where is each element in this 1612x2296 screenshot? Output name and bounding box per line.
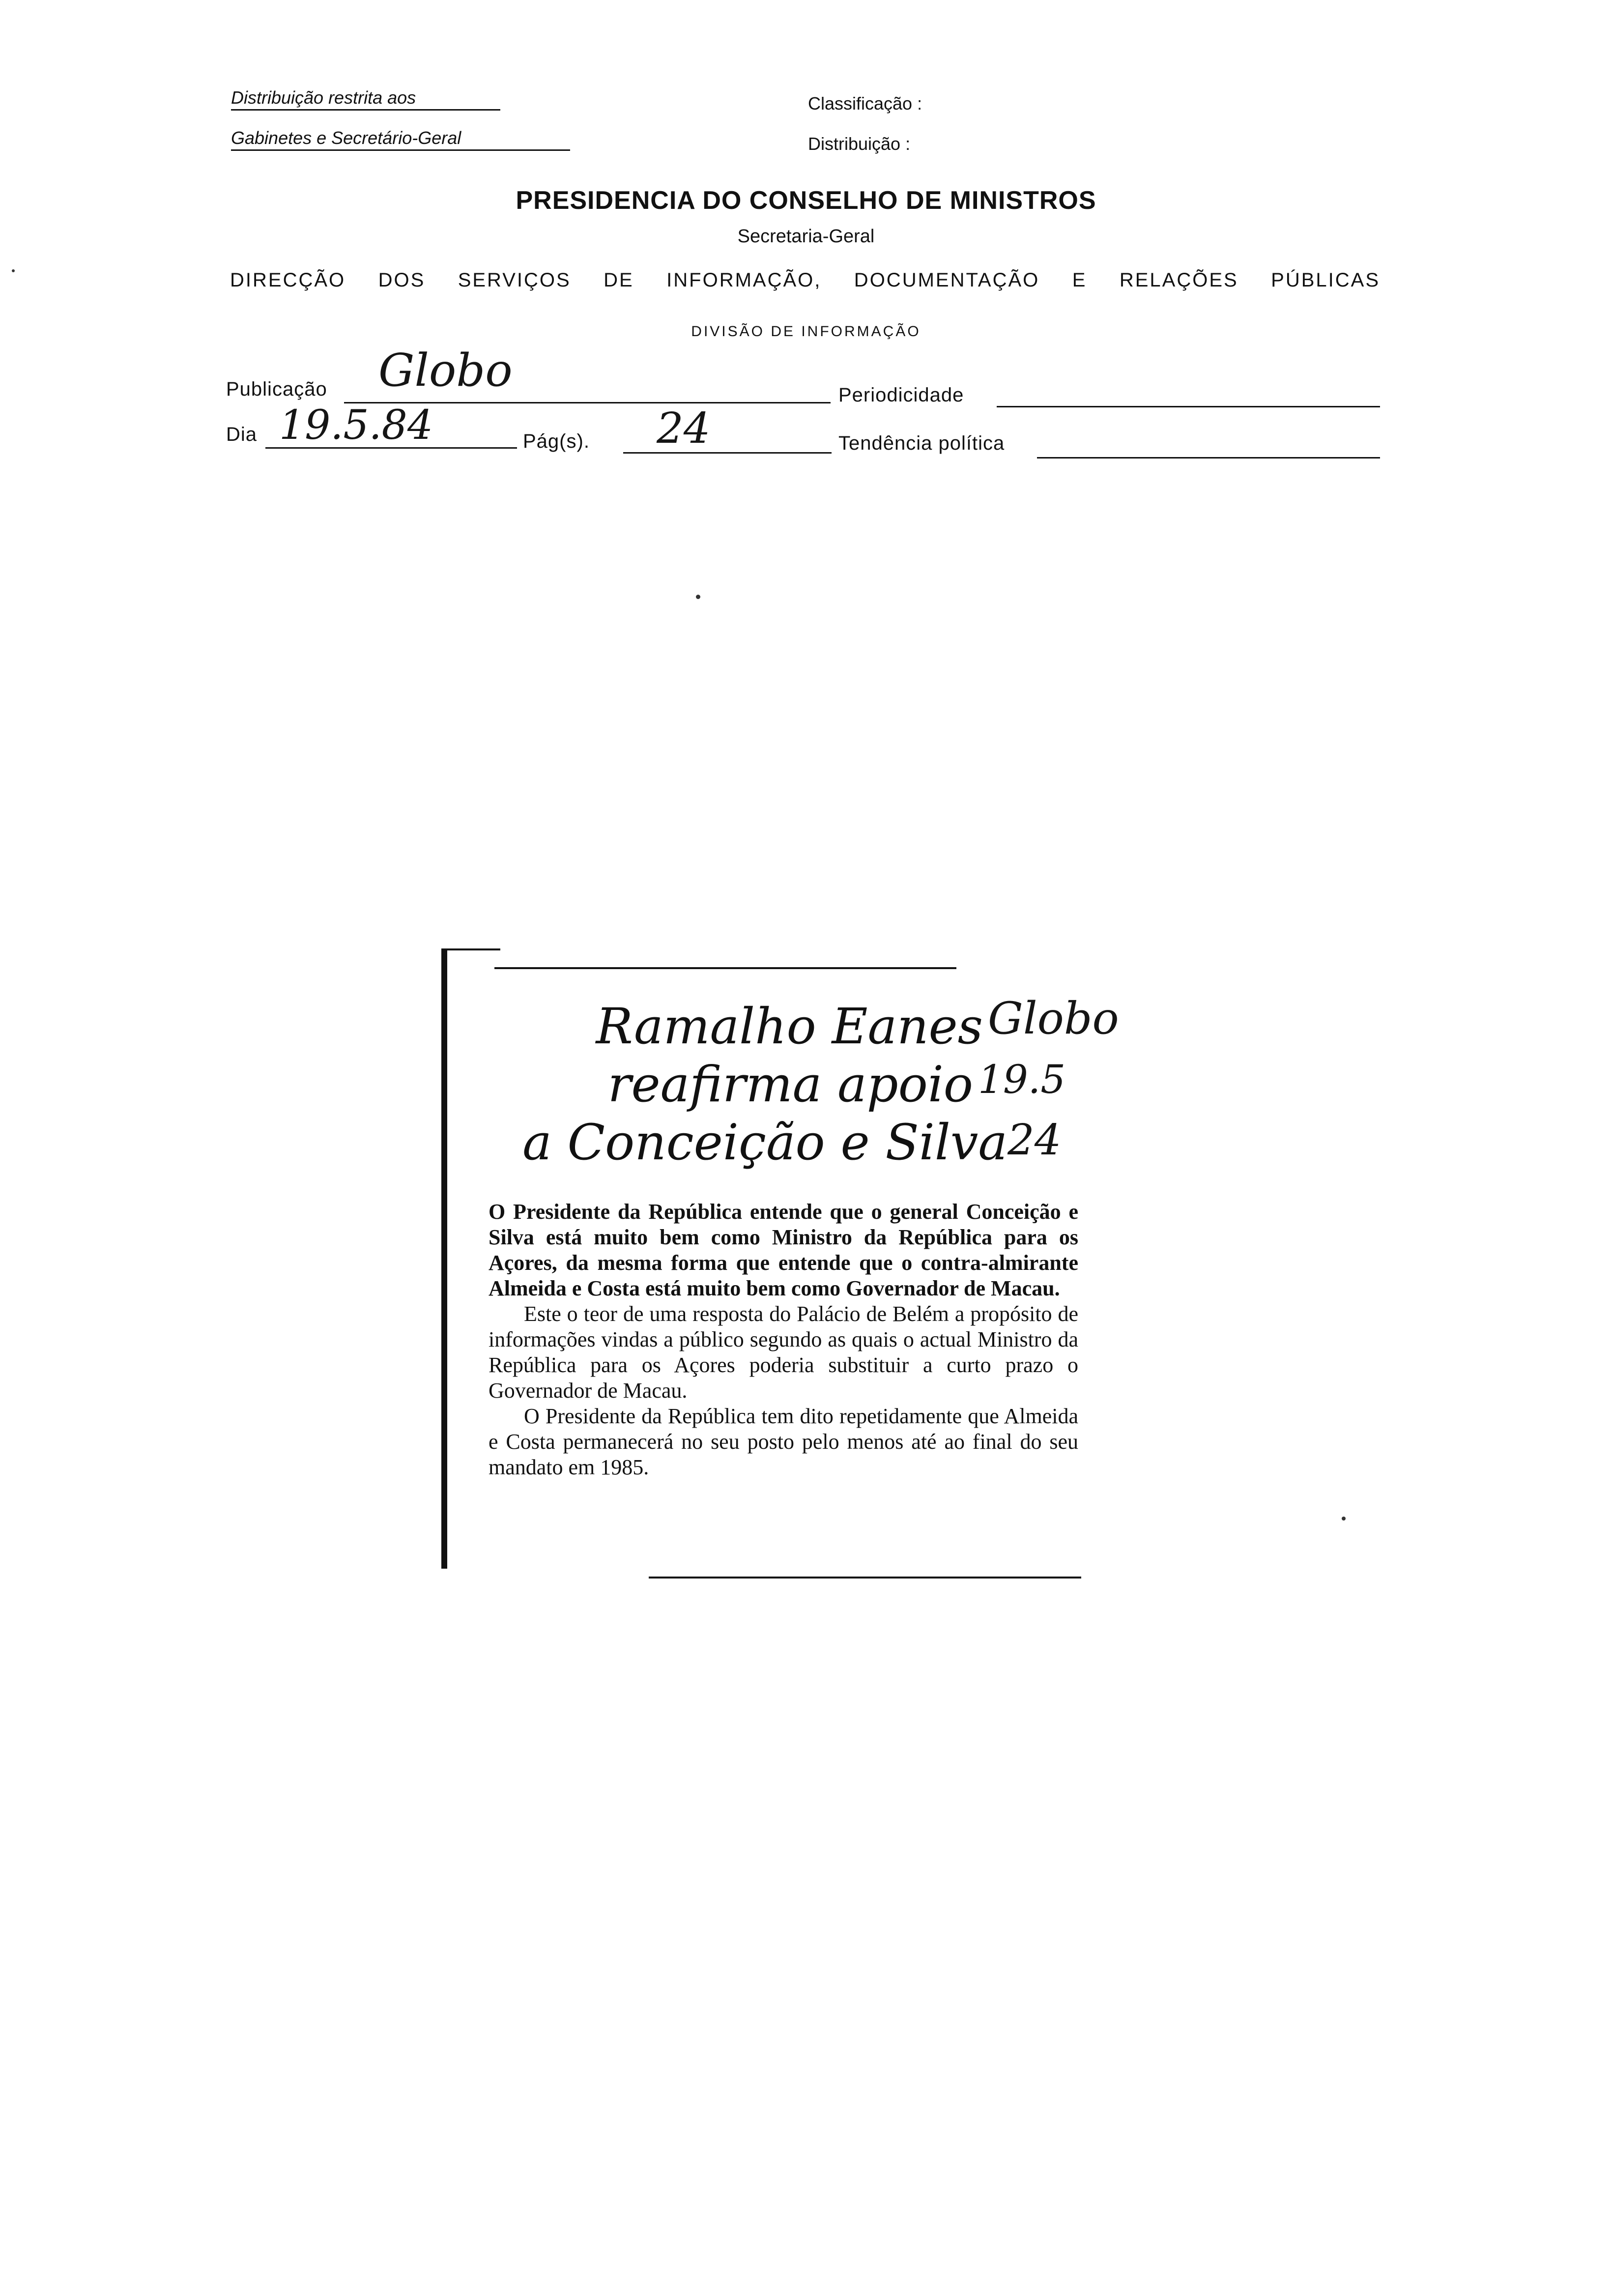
tendencia-label: Tendência política (838, 432, 1005, 454)
page-title: PRESIDENCIA DO CONSELHO DE MINISTROS (516, 186, 1096, 215)
clipping-headline-line2: reafirma apoio (607, 1056, 973, 1113)
headline-annotation-publication: Globo (988, 993, 1119, 1044)
direccao-servicos: DIRECÇÃO DOS SERVIÇOS DE INFORMAÇÃO, DOCUMENTAÇÃO E RELAÇÕES PÚBLICAS (230, 269, 1380, 291)
clipping-headline-line3: a Conceição e Silva (522, 1114, 1008, 1171)
headline-annotation-page: 24 (1008, 1116, 1062, 1165)
divisao-informacao: DIVISÃO DE INFORMAÇÃO (691, 323, 921, 340)
scan-speck (12, 269, 15, 272)
classificacao-label: Classificação : (808, 93, 922, 114)
article-paragraph: Este o teor de uma resposta do Palácio de Belém a propósito de informações vindas a público segundo as quais o actual Ministro da República para os Açores poderia substituir a curto prazo o Governador de Macau. (489, 1302, 1078, 1403)
clipping-top-rule (494, 967, 956, 969)
restricted-distribution-line2: Gabinetes e Secretário-Geral (231, 128, 461, 148)
headline-annotation-date: 19.5 (978, 1057, 1066, 1102)
article-paragraph-lead: O Presidente da República entende que o general Conceição e Silva está muito bem como Ministro da República para os Açores, da mesma forma que entende que o contra-almirante Almeida e Costa está muito bem como Governador de Macau. (489, 1200, 1078, 1300)
clipping-bottom-rule (649, 1577, 1081, 1578)
pags-label: Pág(s). (523, 430, 590, 452)
pags-handwritten-value: 24 (657, 404, 711, 453)
article-paragraph: O Presidente da República tem dito repetidamente que Almeida e Costa permanecerá no seu posto pelo menos até ao final do seu mandato em 1985. (489, 1404, 1078, 1479)
publicacao-handwritten-value: Globo (378, 344, 513, 397)
clipping-headline-line1: Ramalho Eanes (596, 998, 983, 1055)
restricted-underline-1 (231, 109, 500, 111)
restricted-distribution-line1: Distribuição restrita aos (231, 87, 416, 108)
scan-speck (1342, 1517, 1346, 1521)
periodicidade-field-line (997, 406, 1380, 407)
dia-label: Dia (226, 424, 258, 445)
tendencia-field-line (1037, 457, 1380, 459)
distribuicao-label: Distribuição : (808, 134, 911, 154)
secretaria-geral: Secretaria-Geral (737, 226, 875, 247)
scan-speck (696, 595, 700, 599)
restricted-underline-2 (231, 149, 570, 151)
clipping-corner-rule (441, 948, 500, 950)
pags-field-line (623, 452, 832, 454)
clipping-left-border (441, 948, 447, 1569)
periodicidade-label: Periodicidade (838, 384, 964, 406)
clipping-article-body (489, 1199, 1078, 1480)
dia-handwritten-value: 19.5.84 (279, 402, 433, 449)
publicacao-label: Publicação (226, 378, 327, 400)
